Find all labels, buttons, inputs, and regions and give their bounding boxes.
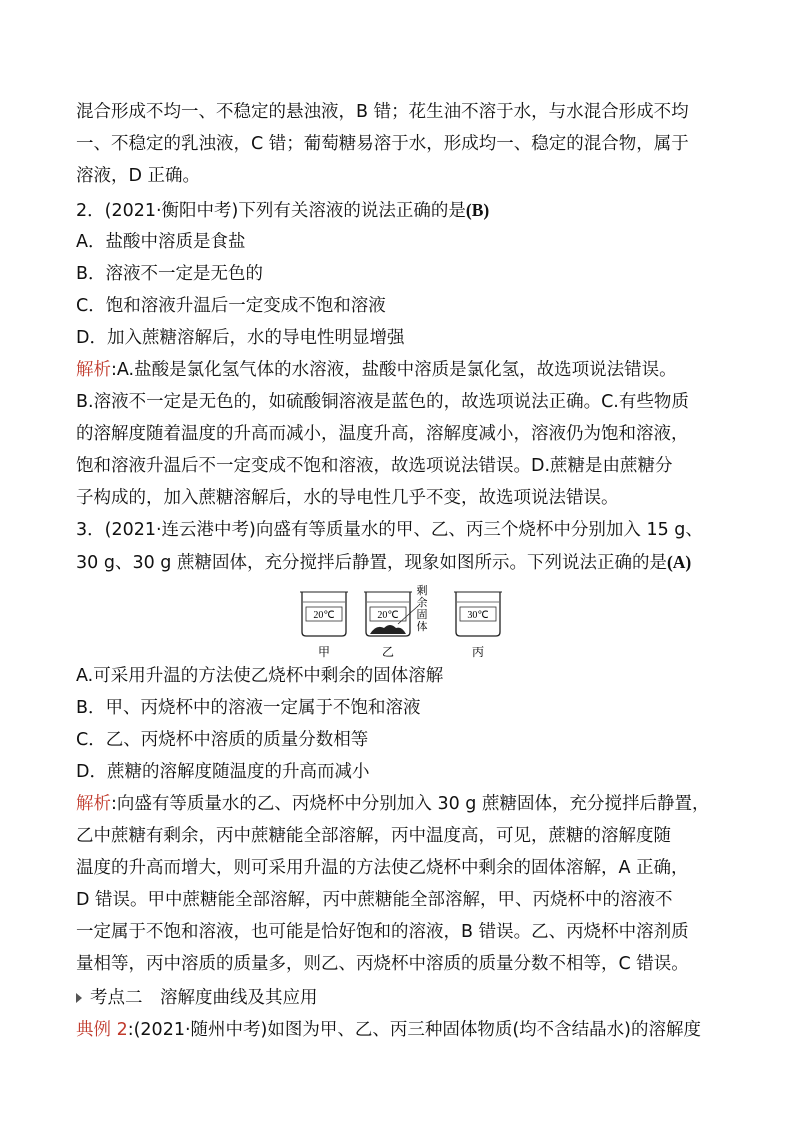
option-c: C．乙、丙烧杯中溶质的质量分数相等	[76, 730, 369, 750]
option-b: B．溶液不一定是无色的	[76, 264, 264, 284]
option-c: C．饱和溶液升温后一定变成不饱和溶液	[76, 296, 386, 316]
beaker-temp: 30℃	[467, 610, 489, 621]
beaker-temp: 20℃	[313, 610, 335, 621]
analysis-line: 饱和溶液升温后不一定变成不饱和溶液，故选项说法错误。D.蔗糖是由蔗糖分	[76, 456, 673, 476]
example-text: :(2021·随州中考)如图为甲、乙、丙三种固体物质(均不含结晶水)的溶解度	[127, 1020, 702, 1040]
option-d: D．蔗糖的溶解度随温度的升高而减小	[76, 762, 370, 782]
question-stem-text: 30 g、30 g 蔗糖固体，充分搅拌后静置，现象如图所示。下列说法正确的是	[76, 553, 667, 573]
analysis-line	[76, 358, 726, 382]
beaker-figure	[290, 582, 530, 664]
analysis-line	[76, 792, 726, 816]
example-label: 典例 2	[76, 1020, 128, 1040]
text-line: 一、不稳定的乳浊液，C 错；葡萄糖易溶于水，形成均一、稳定的混合物，属于	[76, 134, 689, 154]
svg-text:固: 固	[416, 608, 428, 621]
analysis-line: 温度的升高而增大，则可采用升温的方法使乙烧杯中剩余的固体溶解，A 正确，	[76, 858, 689, 878]
svg-text:体: 体	[416, 620, 428, 633]
beaker-jia	[300, 592, 348, 659]
analysis-line: 的溶解度随着温度的升高而减小，温度升高，溶解度减小，溶液仍为饱和溶液，	[76, 424, 689, 444]
section-heading	[76, 986, 726, 1010]
question-3-stem: 3．(2021·连云港中考)向盛有等质量水的甲、乙、丙三个烧杯中分别加入 15 g、	[76, 520, 703, 540]
question-2-stem	[76, 198, 726, 223]
beaker-label: 丙	[471, 645, 485, 659]
analysis-line: 量相等，丙中溶质的质量多，则乙、丙烧杯中溶质的质量分数不相等，C 错误。	[76, 954, 689, 974]
analysis-line: 一定属于不饱和溶液，也可能是恰好饱和的溶液，B 错误。乙、丙烧杯中溶剂质	[76, 922, 689, 942]
example-line	[76, 1018, 726, 1042]
section-marker-icon	[76, 993, 82, 1003]
text-line: 溶液，D 正确。	[76, 166, 201, 186]
analysis-line: B.溶液不一定是无色的，如硫酸铜溶液是蓝色的，故选项说法正确。C.有些物质	[76, 392, 689, 412]
residual-solid	[370, 625, 406, 634]
option-a: A．盐酸中溶质是食盐	[76, 232, 246, 252]
analysis-text: :A.盐酸是氯化氢气体的水溶液，盐酸中溶质是氯化氢，故选项说法错误。	[111, 360, 677, 380]
text-line: 混合形成不均一、不稳定的悬浊液，B 错；花生油不溶于水，与水混合形成不均	[76, 102, 689, 122]
option-a: A.可采用升温的方法使乙烧杯中剩余的固体溶解	[76, 666, 444, 686]
beaker-bing	[454, 592, 502, 659]
answer-mark: (A)	[666, 552, 692, 572]
analysis-label: 解析	[76, 794, 111, 814]
beaker-label: 甲	[317, 645, 331, 659]
analysis-text: :向盛有等质量水的乙、丙烧杯中分别加入 30 g 蔗糖固体，充分搅拌后静置，	[111, 794, 710, 814]
analysis-line: 子构成的，加入蔗糖溶解后，水的导电性几乎不变，故选项说法错误。	[76, 488, 619, 508]
answer-mark: (B)	[465, 200, 490, 220]
beaker-yi	[364, 592, 418, 659]
question-stem-text: 2．(2021·衡阳中考)下列有关溶液的说法正确的是	[76, 201, 466, 221]
section-title: 考点二 溶解度曲线及其应用	[90, 988, 318, 1008]
analysis-label: 解析	[76, 360, 111, 380]
svg-text:剩: 剩	[416, 584, 428, 597]
analysis-line: D 错误。甲中蔗糖能全部溶解，丙中蔗糖能全部溶解，甲、丙烧杯中的溶液不	[76, 890, 673, 910]
beaker-temp: 20℃	[377, 610, 399, 621]
analysis-line: 乙中蔗糖有剩余，丙中蔗糖能全部溶解，丙中温度高，可见，蔗糖的溶解度随	[76, 826, 671, 846]
option-d: D．加入蔗糖溶解后，水的导电性明显增强	[76, 328, 405, 348]
beaker-label: 乙	[381, 645, 395, 659]
question-3-stem	[76, 550, 726, 575]
residual-solid-note	[417, 583, 428, 633]
option-b: B．甲、丙烧杯中的溶液一定属于不饱和溶液	[76, 698, 421, 718]
svg-text:余: 余	[416, 596, 428, 609]
